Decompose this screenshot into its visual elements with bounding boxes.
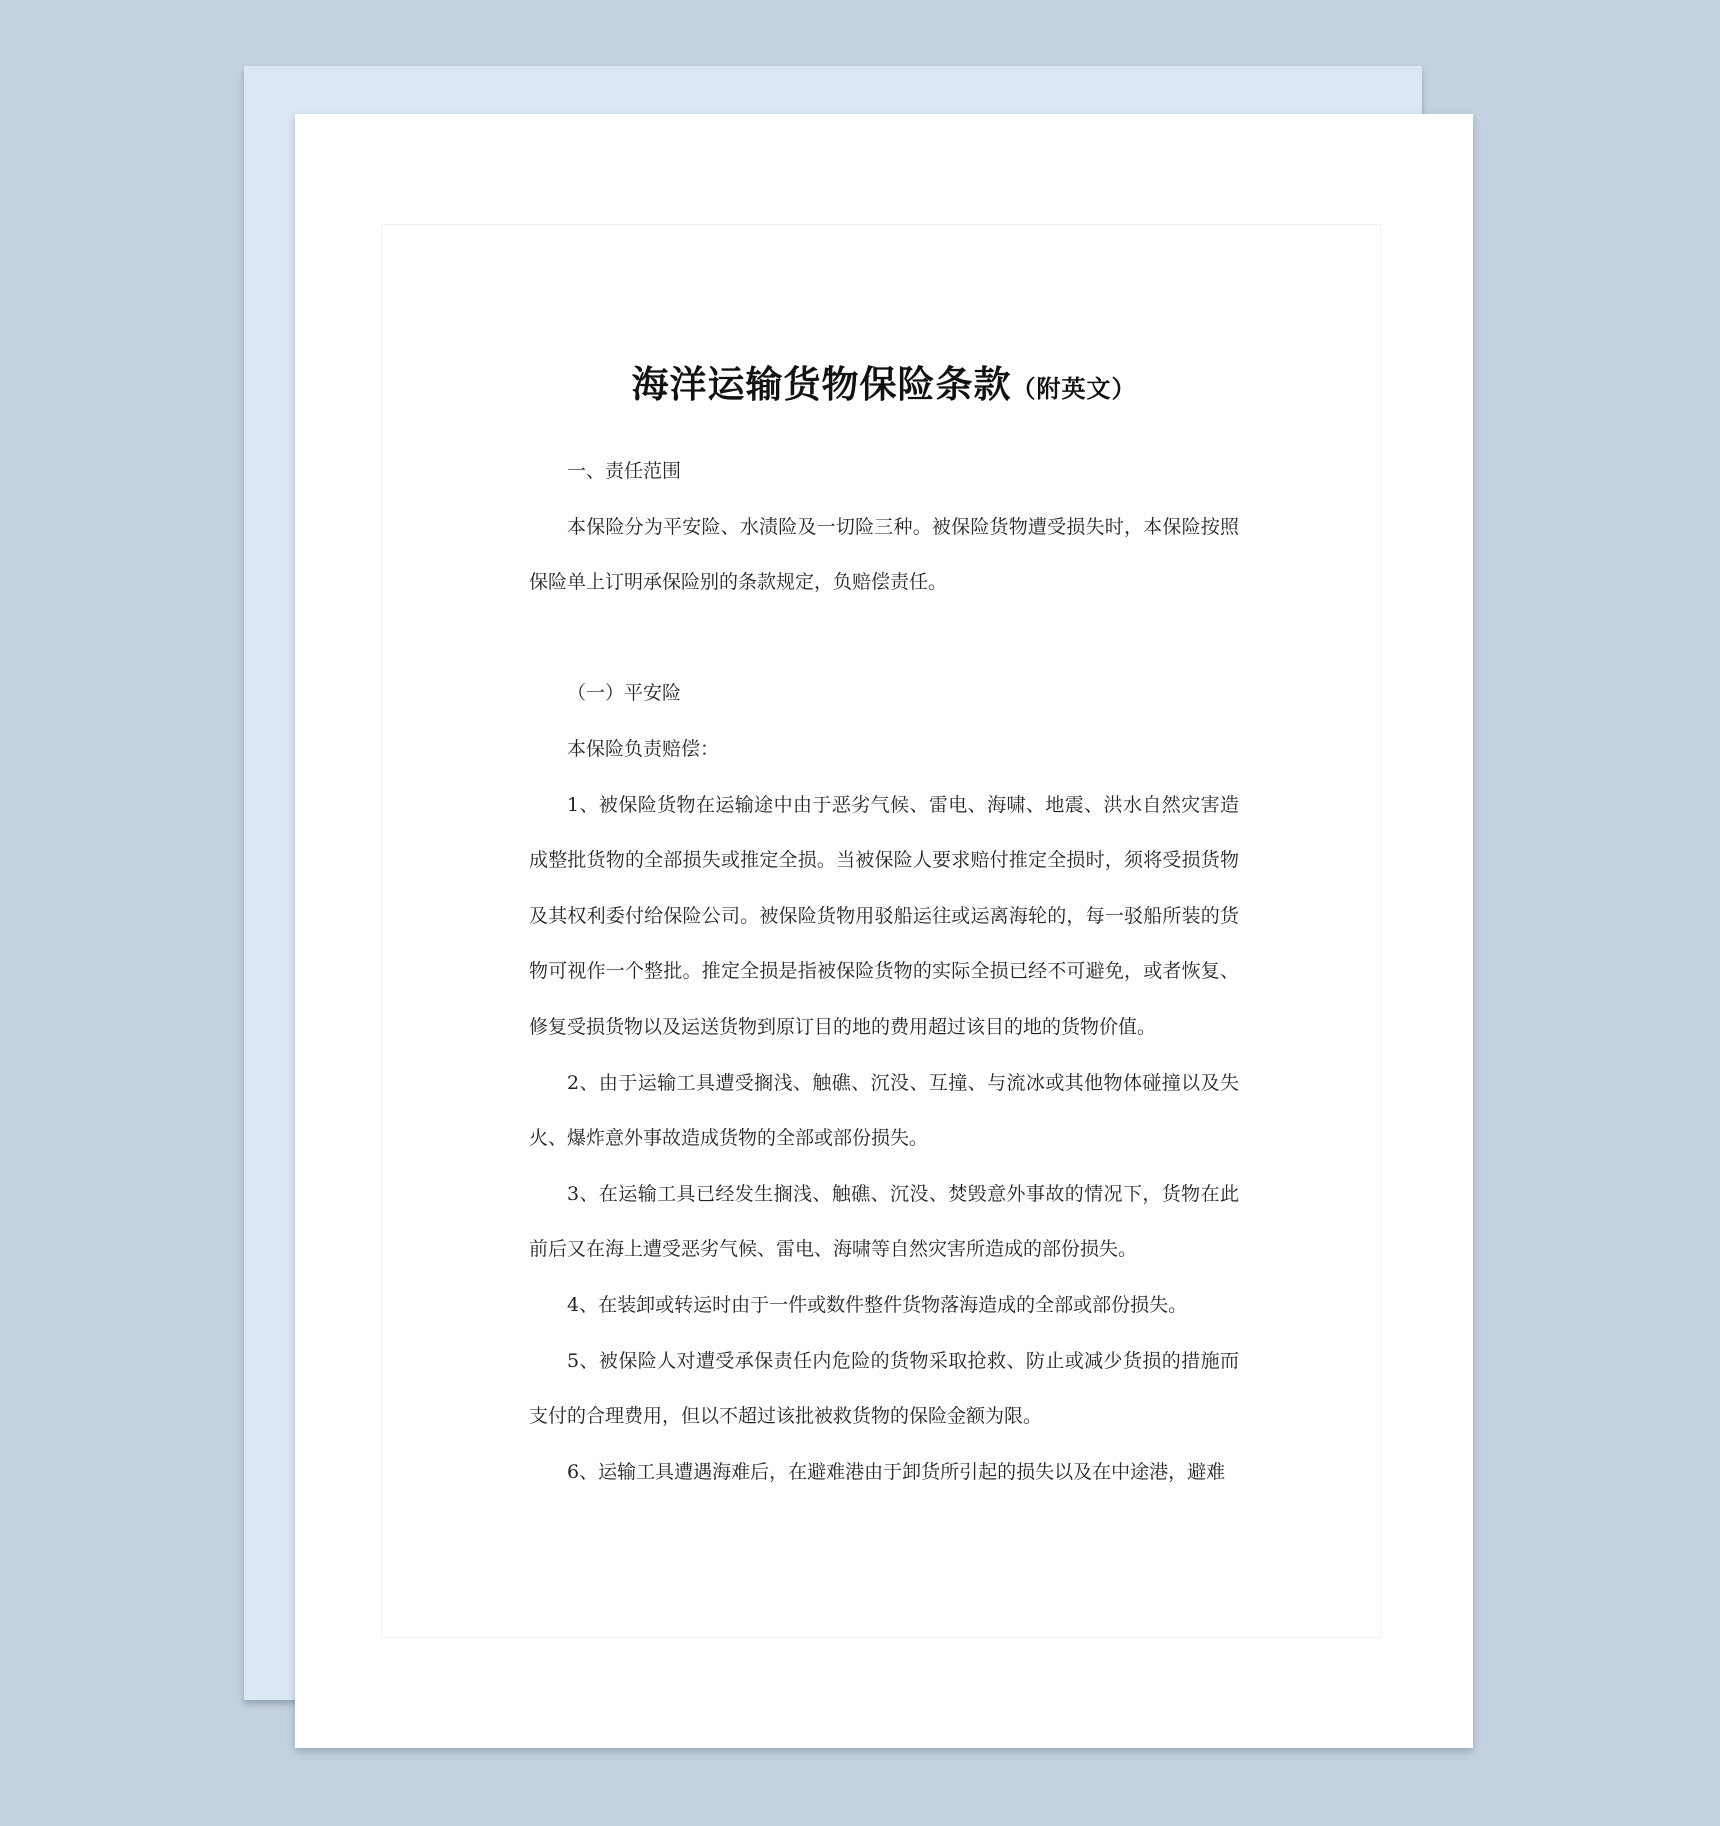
- clause-item: 5、被保险人对遭受承保责任内危险的货物采取抢救、防止或减少货损的措施而支付的合理费用，但以不超过该批被救货物的保险金额为限。: [529, 1349, 1239, 1428]
- subsection-heading: （一）平安险: [567, 682, 682, 705]
- document-title-main: 海洋运输货物保险条款: [631, 363, 1012, 406]
- clause-item: 4、在装卸或转运时由于一件或数件整件货物落海造成的全部或部份损失。: [567, 1293, 1188, 1316]
- section-heading: 一、责任范围: [567, 460, 682, 482]
- document-title: [295, 354, 1473, 408]
- body-paragraph: 本保险分为平安险、水渍险及一切险三种。被保险货物遭受损失时，本保险按照保险单上订明承保险别的条款规定，负赔偿责任。: [529, 515, 1239, 594]
- clause-item: 2、由于运输工具遭受搁浅、触礁、沉没、互撞、与流冰或其他物体碰撞以及失火、爆炸意外事故造成货物的全部或部份损失。: [529, 1071, 1239, 1150]
- clause-item: 1、被保险货物在运输途中由于恶劣气候、雷电、海啸、地震、洪水自然灾害造成整批货物的全部损失或推定全损。当被保险人要求赔付推定全损时，须将受损货物及其权利委付给保险公司。被保险货物用驳船运往或运离海轮的，每一驳船所装的货物可视作一个整批。推定全损是指被保险货物的实际全损已经不可避免，或者恢复、修复受损货物以及运送货物到原订目的地的费用超过该目的地的货物价值。: [529, 793, 1239, 1038]
- document-title-suffix: （附英文）: [1011, 375, 1137, 403]
- clause-item: 3、在运输工具已经发生搁浅、触礁、沉没、焚毁意外事故的情况下，货物在此前后又在海上遭受恶劣气候、雷电、海啸等自然灾害所造成的部份损失。: [529, 1182, 1239, 1261]
- document-page: [295, 114, 1473, 1748]
- body-paragraph: 本保险负责赔偿：: [567, 737, 720, 760]
- blank-line: [529, 611, 1239, 667]
- document-body: [529, 444, 1239, 1500]
- clause-item: 6、运输工具遭遇海难后，在避难港由于卸货所引起的损失以及在中途港，避难: [567, 1460, 1226, 1483]
